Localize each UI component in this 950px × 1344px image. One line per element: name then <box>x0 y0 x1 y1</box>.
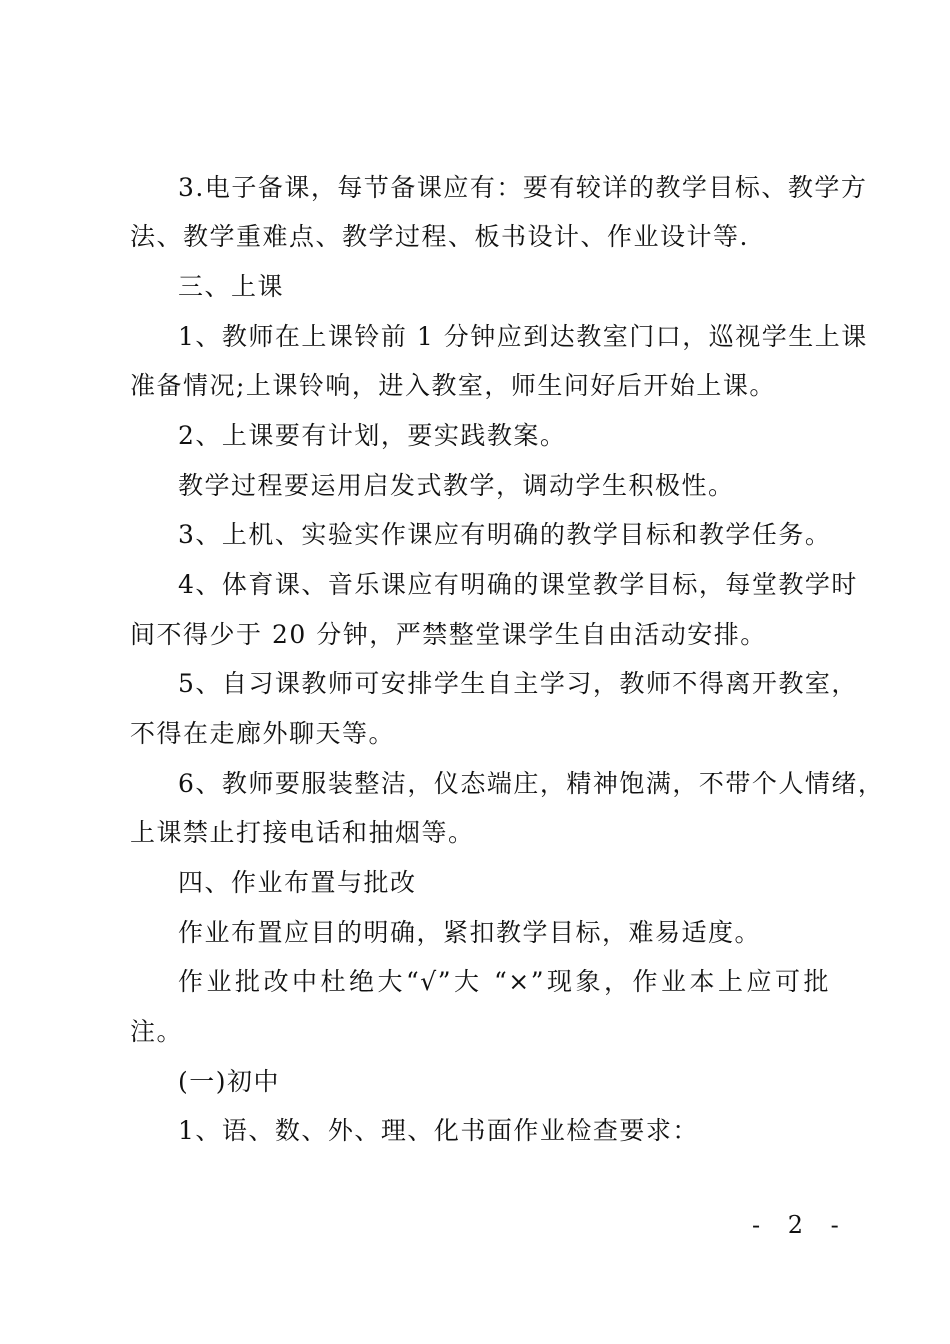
paragraph-line: 法、教学重难点、教学过程、板书设计、作业设计等. <box>130 222 749 251</box>
paragraph-line: 作业批改中杜绝大“√”大 “×”现象，作业本上应可批 <box>178 967 830 996</box>
paragraph-line: 2、上课要有计划，要实践教案。 <box>178 421 567 450</box>
paragraph-line: 6、教师要服装整洁，仪态端庄，精神饱满，不带个人情绪， <box>178 769 885 798</box>
paragraph-line: 不得在走廊外聊天等。 <box>130 719 396 748</box>
paragraph-line: 间不得少于 20 分钟，严禁整堂课学生自由活动安排。 <box>130 620 767 649</box>
section-heading: 四、作业布置与批改 <box>178 868 417 897</box>
paragraph-line: 准备情况;上课铃响，进入教室，师生问好后开始上课。 <box>130 371 776 400</box>
page-number: - 2 - <box>752 1211 849 1239</box>
paragraph-line: 4、体育课、音乐课应有明确的课堂教学目标，每堂教学时 <box>178 570 858 599</box>
paragraph-line: 3.电子备课，每节备课应有：要有较详的教学目标、教学方 <box>178 173 868 202</box>
paragraph-line: 1、教师在上课铃前 1 分钟应到达教室门口，巡视学生上课 <box>178 322 868 351</box>
paragraph-line: 注。 <box>130 1017 184 1046</box>
paragraph-line: 教学过程要运用启发式教学，调动学生积极性。 <box>178 471 735 500</box>
paragraph-line: 作业布置应目的明确，紧扣教学目标，难易适度。 <box>178 918 762 947</box>
paragraph-line: 上课禁止打接电话和抽烟等。 <box>130 818 475 847</box>
section-heading: 三、上课 <box>178 272 285 301</box>
subsection-heading: (一)初中 <box>178 1067 281 1096</box>
paragraph-line: 3、上机、实验实作课应有明确的教学目标和教学任务。 <box>178 520 832 549</box>
paragraph-line: 5、自习课教师可安排学生自主学习，教师不得离开教室， <box>178 669 858 698</box>
paragraph-line: 1、语、数、外、理、化书面作业检查要求： <box>178 1116 699 1145</box>
